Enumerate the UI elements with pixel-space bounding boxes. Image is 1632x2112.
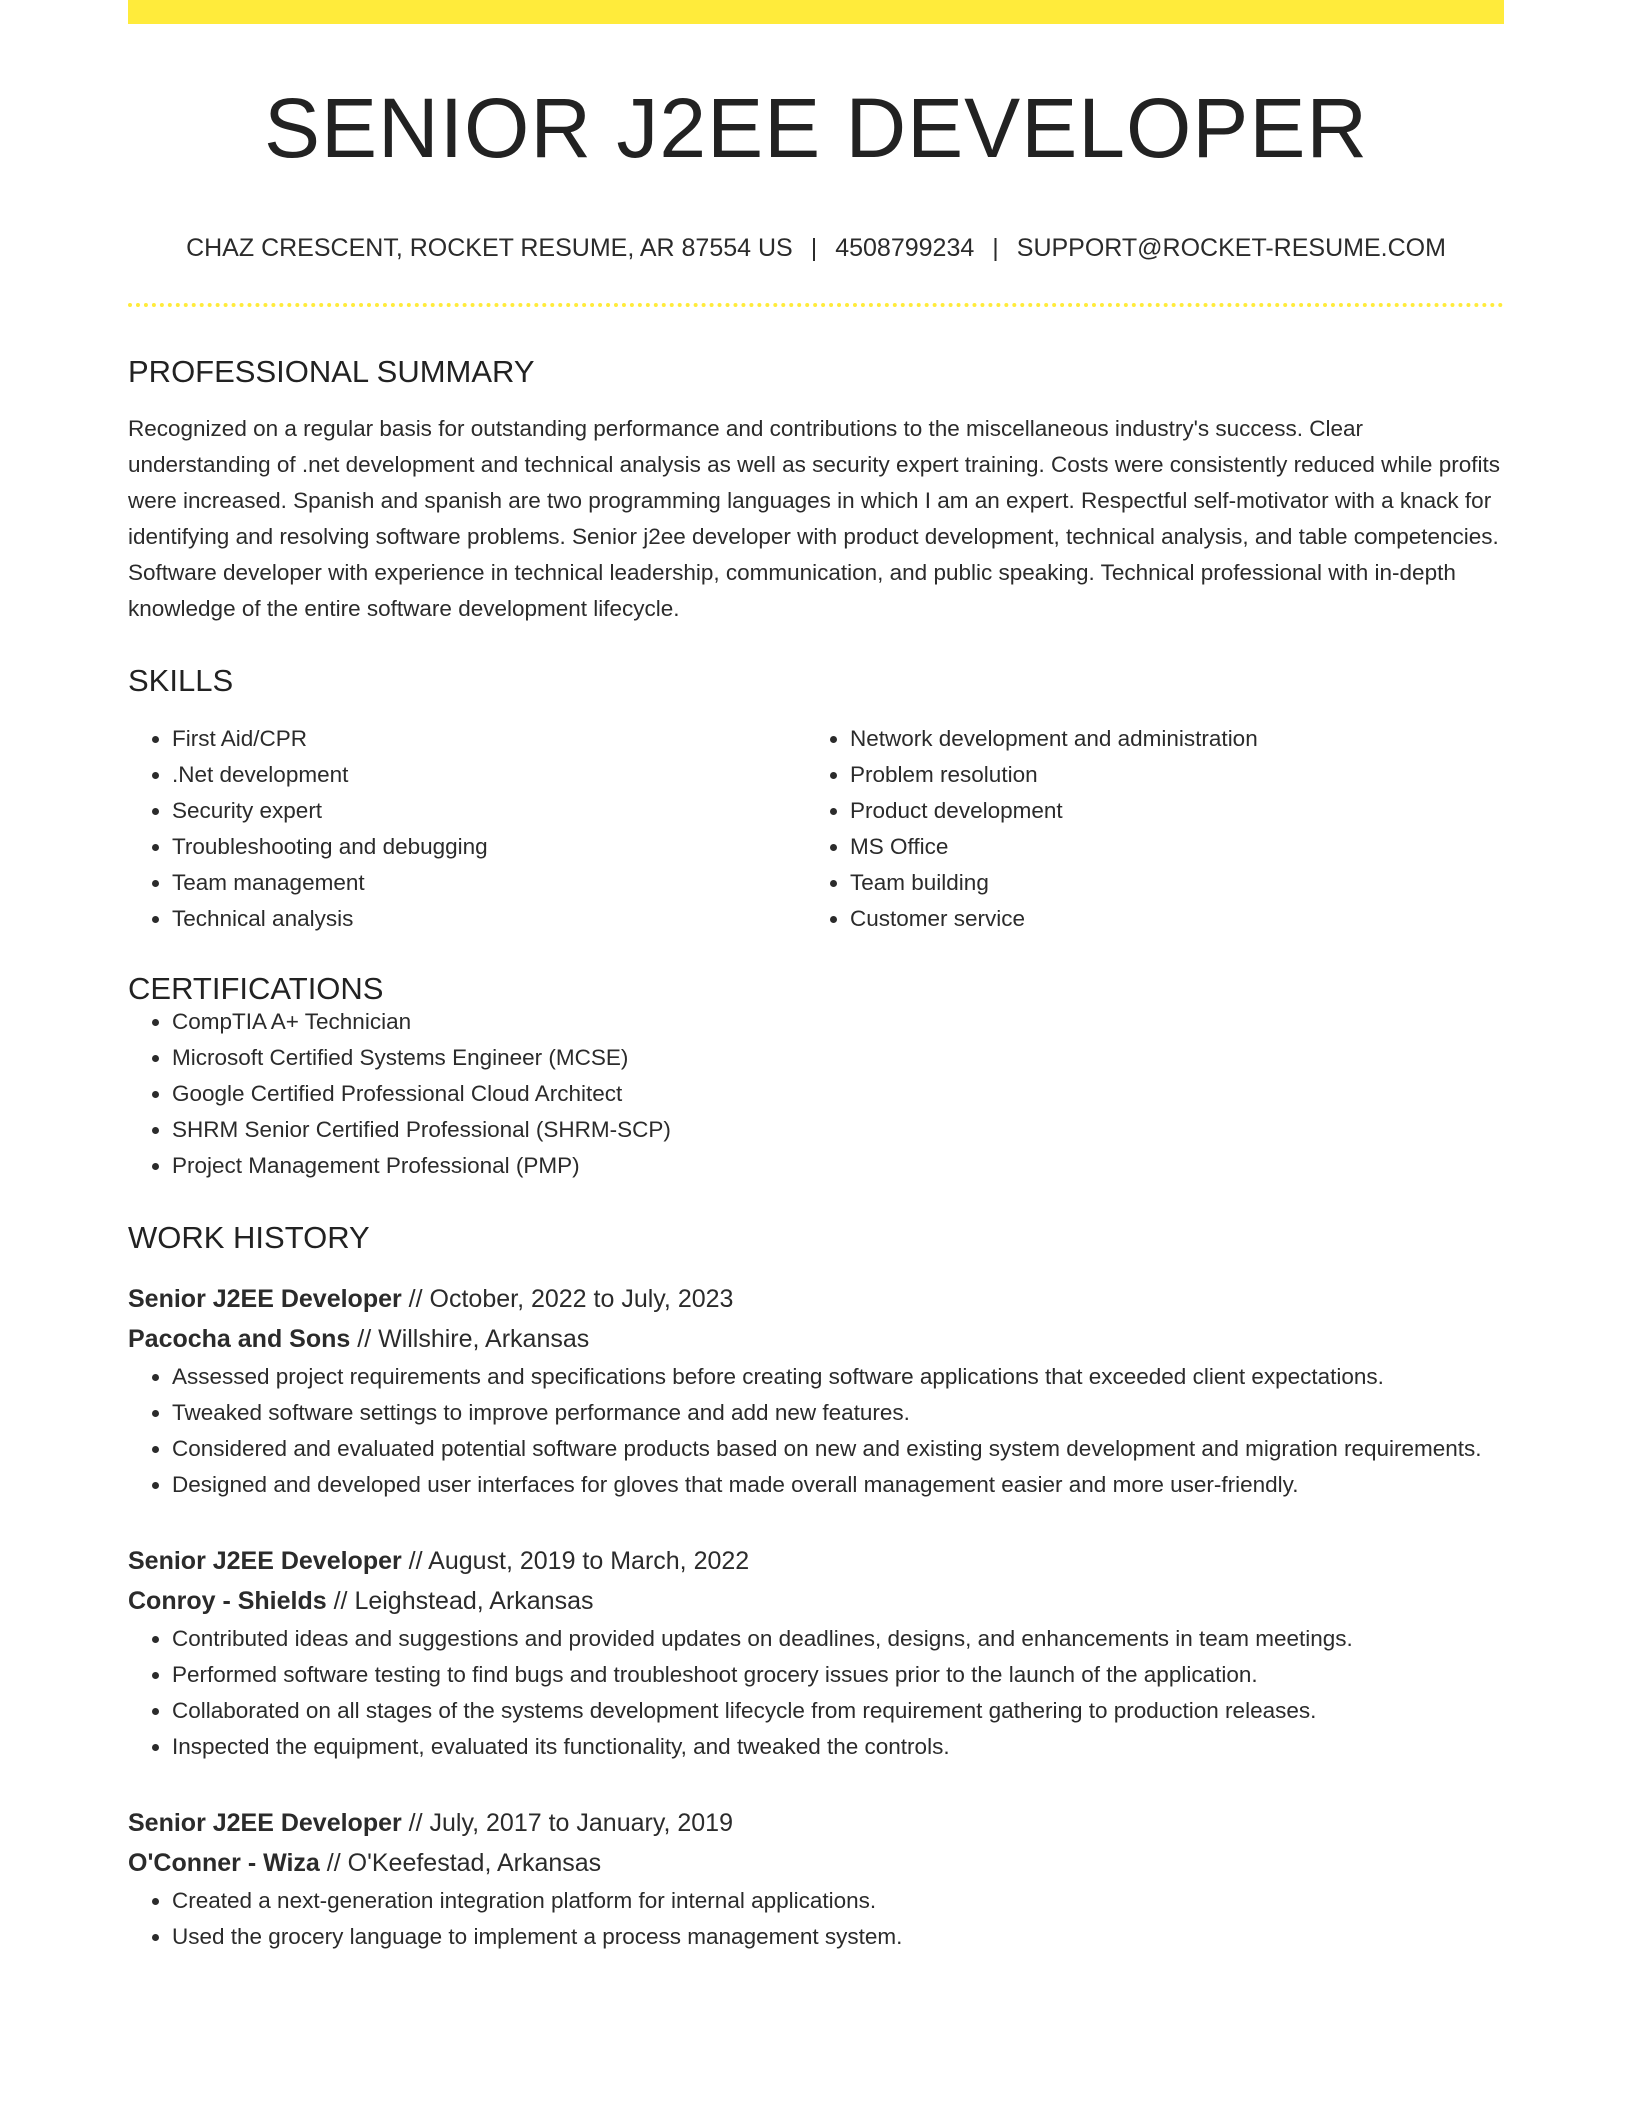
skill-item: • Security expert [172,793,806,829]
skill-item: • Problem resolution [850,757,1484,793]
job-divider: // [401,1809,430,1837]
job-divider: // [350,1325,379,1353]
accent-top-bar [128,0,1504,24]
job-divider: // [401,1547,429,1575]
skill-item: • Team building [850,865,1484,901]
skill-item: • Network development and administration [850,721,1484,757]
job-divider: // [326,1587,355,1615]
job-role: Senior J2EE Developer [128,1547,402,1575]
skill-item: • First Aid/CPR [172,721,806,757]
job-company: Pacocha and Sons [128,1325,351,1353]
job-company-line [128,1581,1504,1621]
job-entry [128,1803,1504,1955]
certification-item: • Google Certified Professional Cloud Architect [172,1076,1504,1112]
job-bullet: • Inspected the equipment, evaluated its functionality, and tweaked the controls. [172,1729,1504,1765]
job-location: Willshire, Arkansas [378,1325,590,1353]
job-bullet: • Collaborated on all stages of the systems development lifecycle from requirement gathering to production releases. [172,1693,1504,1729]
certifications-list [128,1004,1504,1184]
summary-text: Recognized on a regular basis for outstanding performance and contributions to the miscellaneous industry's success. Clear understanding of .net development and technical analysis as well as security expert training. Costs were consistently reduced while profits were increased. Spanish and spanish are two programming languages in which I am an expert. Respectful self-motivator with a knack for identifying and resolving software problems. Senior j2ee developer with product development, technical analysis, and table competencies. Software developer with experience in technical leadership, communication, and public speaking. Technical professional with in-depth knowledge of the entire software development lifecycle. [128,416,1500,621]
job-entry [128,1541,1504,1765]
contact-email[interactable]: SUPPORT@ROCKET-RESUME.COM [1016,234,1446,262]
job-dates: August, 2019 to March, 2022 [428,1547,750,1575]
job-bullets [128,1621,1504,1765]
certification-item: • SHRM Senior Certified Professional (SHRM-SCP) [172,1112,1504,1148]
certifications-heading: CERTIFICATIONS [128,971,384,1006]
job-role-line [128,1279,1504,1319]
skill-item: • Technical analysis [172,901,806,937]
job-bullet: • Considered and evaluated potential software products based on new and existing system development and migration requirements. [172,1431,1504,1467]
work-history-heading: WORK HISTORY [128,1220,370,1255]
job-role-line [128,1803,1504,1843]
certification-item: • CompTIA A+ Technician [172,1004,1504,1040]
job-dates: October, 2022 to July, 2023 [429,1285,734,1313]
job-bullet: • Assessed project requirements and specifications before creating software applications that exceeded client expectations. [172,1359,1504,1395]
job-role: Senior J2EE Developer [128,1285,402,1313]
job-company-line [128,1319,1504,1359]
certification-item: • Microsoft Certified Systems Engineer (MCSE) [172,1040,1504,1076]
skills-list-right [806,721,1484,937]
job-bullet: • Designed and developed user interfaces for gloves that made overall management easier and more user-friendly. [172,1467,1504,1503]
job-bullet: • Used the grocery language to implement a process management system. [172,1919,1504,1955]
contact-separator: | [992,234,999,262]
skill-item: • Troubleshooting and debugging [172,829,806,865]
job-bullets [128,1359,1504,1503]
job-dates: July, 2017 to January, 2019 [429,1809,733,1837]
job-company: Conroy - Shields [128,1587,327,1615]
job-bullet: • Contributed ideas and suggestions and provided updates on deadlines, designs, and enhancements in team meetings. [172,1621,1504,1657]
certification-item: • Project Management Professional (PMP) [172,1148,1504,1184]
skill-item: • Customer service [850,901,1484,937]
job-bullet: • Tweaked software settings to improve performance and add new features. [172,1395,1504,1431]
job-divider: // [401,1285,430,1313]
resume-title: SENIOR J2EE DEVELOPER [263,81,1369,175]
job-divider: // [319,1849,348,1877]
resume-page [128,0,1504,1955]
contact-line [128,236,1504,261]
contact-phone: 4508799234 [835,234,975,262]
job-bullets [128,1883,1504,1955]
skills-grid [128,721,1504,937]
contact-address: CHAZ CRESCENT, ROCKET RESUME, AR 87554 US [186,234,793,262]
skill-item: • MS Office [850,829,1484,865]
job-role-line [128,1541,1504,1581]
skills-column-right [806,721,1484,937]
skill-item: • Team management [172,865,806,901]
job-company: O'Conner - Wiza [128,1849,320,1877]
job-company-line [128,1843,1504,1883]
job-location: O'Keefestad, Arkansas [347,1849,602,1877]
job-bullet: • Performed software testing to find bugs and troubleshoot grocery issues prior to the launch of the application. [172,1657,1504,1693]
summary-heading: PROFESSIONAL SUMMARY [128,354,535,389]
dotted-divider [128,303,1504,307]
contact-separator: | [810,234,818,262]
skills-list-left [128,721,806,937]
skill-item: • .Net development [172,757,806,793]
skill-item: • Product development [850,793,1484,829]
job-role: Senior J2EE Developer [128,1809,402,1837]
skills-column-left [128,721,806,937]
skills-heading: SKILLS [128,663,234,698]
job-location: Leighstead, Arkansas [354,1587,594,1615]
job-bullet: • Created a next-generation integration platform for internal applications. [172,1883,1504,1919]
job-entry [128,1279,1504,1503]
